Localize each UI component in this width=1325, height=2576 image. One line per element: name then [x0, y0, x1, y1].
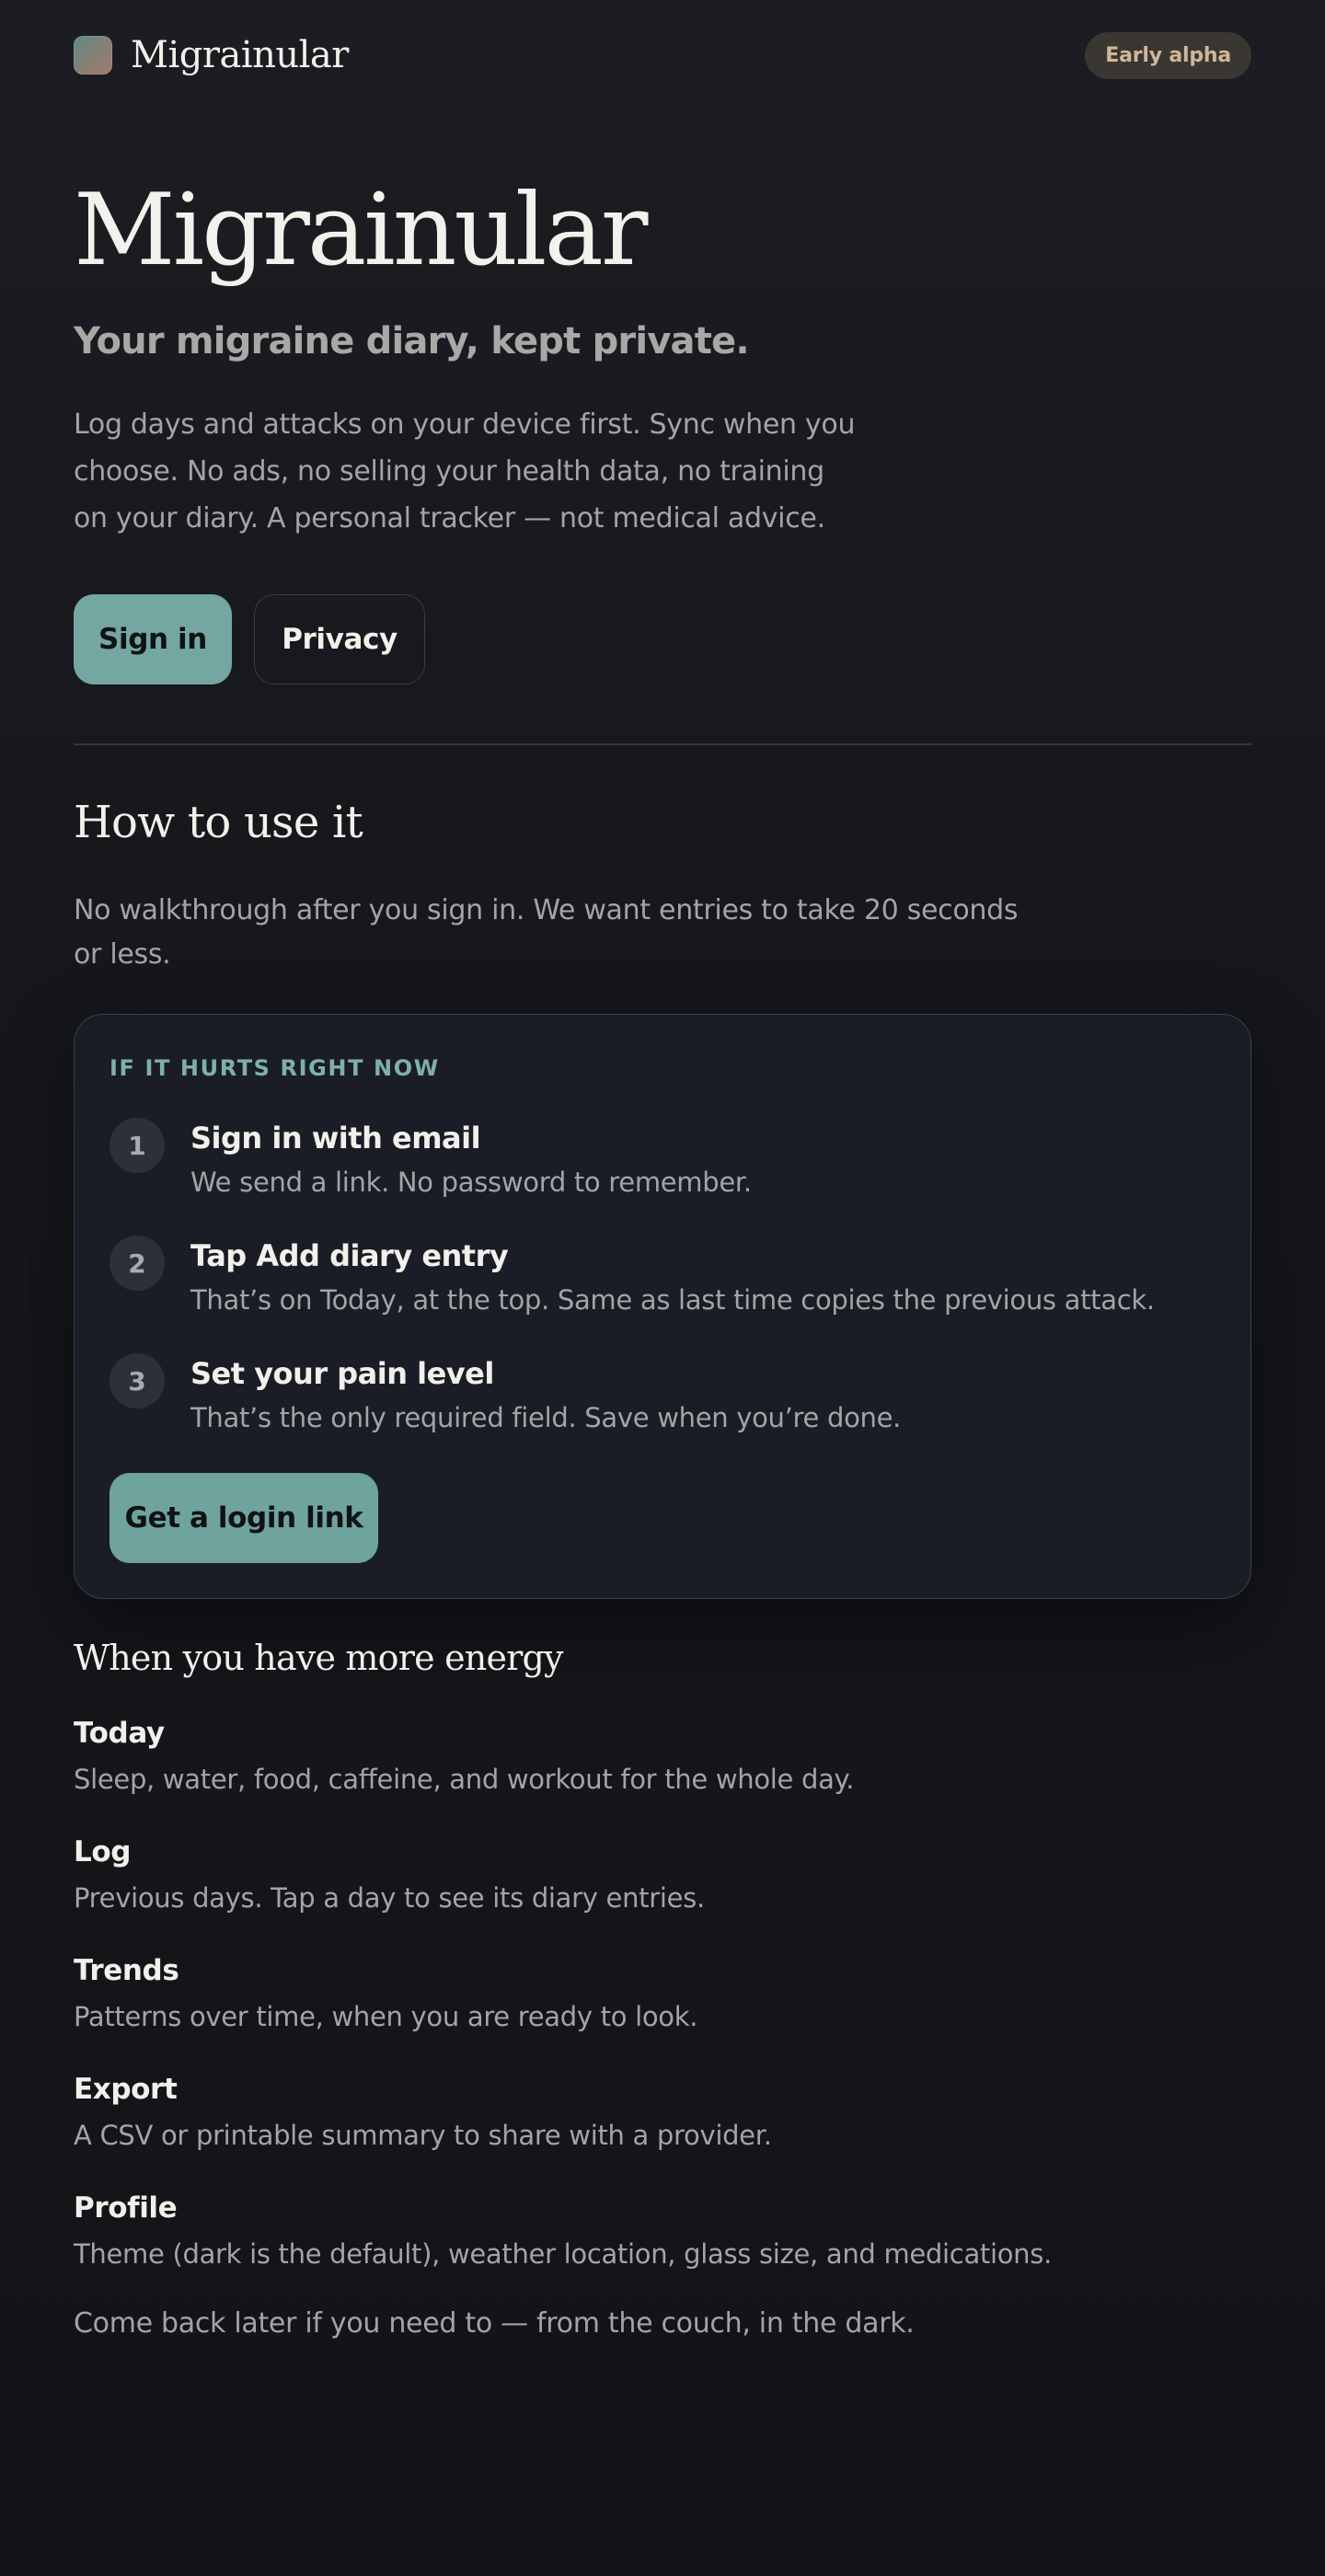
step-number: 1 [109, 1118, 165, 1173]
brand[interactable] [74, 34, 349, 76]
brand-name: Migrainular [131, 34, 349, 76]
step-description: We send a link. No password to remember. [190, 1167, 752, 1198]
top-bar [74, 28, 1251, 83]
feature-log [74, 1834, 1178, 1918]
app-logo-icon [74, 36, 112, 75]
feature-today [74, 1715, 1178, 1800]
feature-profile [74, 2190, 1178, 2274]
hero-title: Migrainular [74, 173, 646, 288]
hero-actions [74, 594, 425, 684]
get-login-link-button[interactable]: Get a login link [109, 1473, 378, 1563]
how-to-title: How to use it [74, 797, 363, 848]
more-energy-title: When you have more energy [74, 1638, 563, 1678]
step-text [190, 1118, 752, 1204]
feature-description: Sleep, water, food, caffeine, and workout for the whole day. [74, 1764, 855, 1795]
early-alpha-badge: Early alpha [1085, 32, 1251, 79]
step-description: That’s on Today, at the top. Same as last time copies the previous attack. [190, 1284, 1155, 1316]
feature-name: Trends [74, 1954, 179, 1987]
step-title: Set your pain level [190, 1356, 494, 1391]
feature-export [74, 2071, 1178, 2156]
step-description: That’s the only required field. Save when you’re done. [190, 1402, 902, 1433]
step-title: Tap Add diary entry [190, 1238, 509, 1273]
feature-name: Export [74, 2073, 178, 2106]
step-text [190, 1353, 901, 1440]
hero-subtitle: Your migraine diary, kept private. [74, 320, 749, 362]
feature-description: Previous days. Tap a day to see its diary entries. [74, 1882, 705, 1914]
step-text [190, 1236, 1155, 1322]
step-number: 2 [109, 1236, 165, 1291]
card-label: IF IT HURTS RIGHT NOW [109, 1055, 440, 1081]
feature-trends [74, 1952, 1178, 2037]
feature-name: Log [74, 1835, 132, 1869]
feature-name: Today [74, 1717, 165, 1750]
sign-in-button[interactable]: Sign in [74, 594, 232, 684]
feature-name: Profile [74, 2191, 178, 2225]
hero-description: Log days and attacks on your device first. Sync when you choose. No ads, no selling your health data, no training on your diary. A personal tracker — not medical advice. [74, 408, 856, 535]
feature-description: Theme (dark is the default), weather location, glass size, and medications. [74, 2238, 1052, 2270]
section-divider [74, 743, 1251, 745]
step-item [109, 1236, 1216, 1322]
closing-note: Come back later if you need to — from the couch, in the dark. [74, 2307, 915, 2340]
step-number: 3 [109, 1353, 165, 1409]
step-title: Sign in with email [190, 1121, 481, 1156]
privacy-button[interactable]: Privacy [254, 594, 425, 684]
feature-description: A CSV or printable summary to share with a provider. [74, 2120, 772, 2151]
how-to-intro: No walkthrough after you sign in. We want entries to take 20 seconds or less. [74, 894, 1019, 971]
step-item [109, 1118, 1216, 1204]
quick-start-card [74, 1014, 1251, 1599]
feature-description: Patterns over time, when you are ready to look. [74, 2001, 698, 2032]
step-item [109, 1353, 1216, 1440]
